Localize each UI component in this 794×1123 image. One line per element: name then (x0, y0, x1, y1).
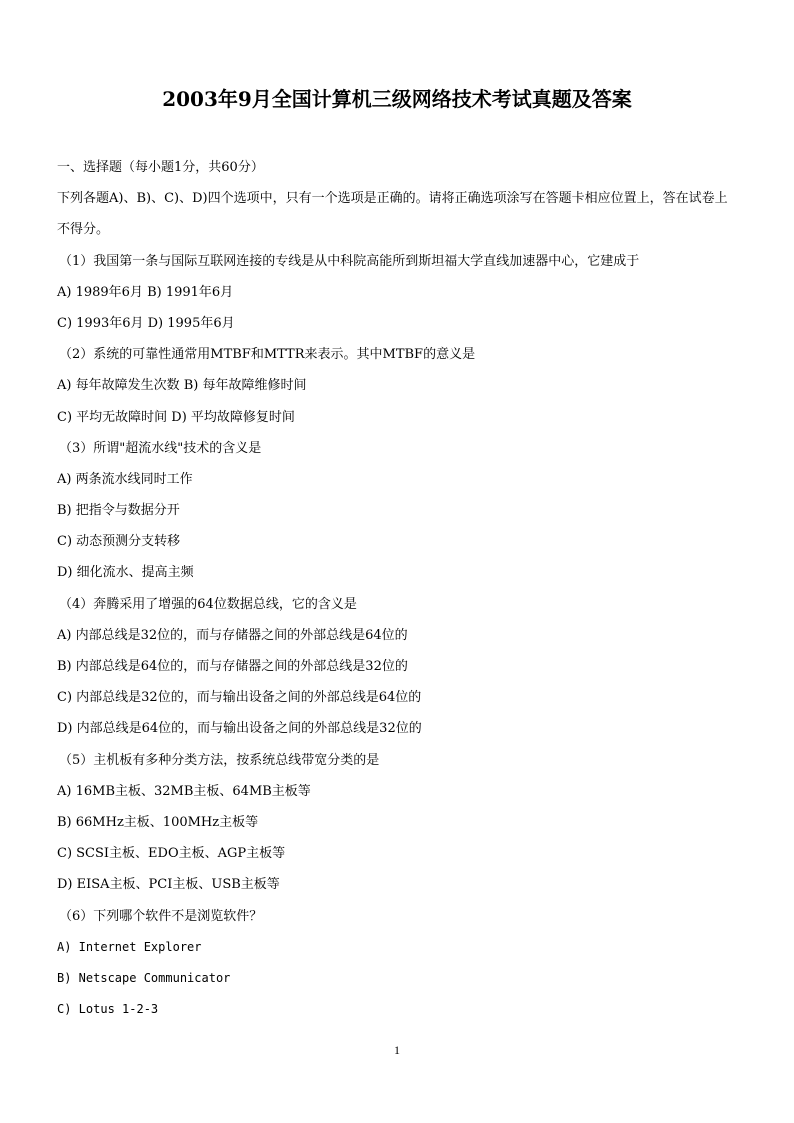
question-5-option-a: A) 16MB主板、32MB主板、64MB主板等 (57, 783, 311, 799)
question-6-option-b: B) Netscape Communicator (57, 970, 231, 985)
question-6-option-c: C) Lotus 1-2-3 (57, 1002, 159, 1017)
question-5: （5）主机板有多种分类方法，按系统总线带宽分类的是 (59, 752, 380, 768)
question-3-option-b: B) 把指令与数据分开 (57, 503, 180, 519)
question-6-option-a: A) Internet Explorer (57, 939, 202, 954)
question-2-options-cd: C) 平均无故障时间 D) 平均故障修复时间 (57, 409, 295, 425)
question-3-option-d: D) 细化流水、提高主频 (57, 565, 194, 581)
question-1-options-ab: A) 1989年6月 B) 1991年6月 (57, 284, 234, 300)
question-2-options-ab: A) 每年故障发生次数 B) 每年故障维修时间 (57, 378, 307, 394)
page-title: 2003年9月全国计算机三级网络技术考试真题及答案 (162, 87, 632, 111)
question-3-option-a: A) 两条流水线同时工作 (57, 471, 193, 487)
question-6: （6）下列哪个软件不是浏览软件？ (59, 908, 263, 924)
question-3: （3）所谓"超流水线"技术的含义是 (59, 440, 262, 456)
question-2: （2）系统的可靠性通常用MTBF和MTTR来表示。其中MTBF的意义是 (59, 347, 476, 363)
question-4: （4）奔腾采用了增强的64位数据总线，它的含义是 (59, 596, 357, 612)
instructions-paragraph: 下列各题A)、B)、C)、D)四个选项中，只有一个选项是正确的。请将正确选项涂写在答题卡相应位置上，答在试卷上不得分。 (57, 191, 728, 238)
question-1: （1）我国第一条与国际互联网连接的专线是从中科院高能所到斯坦福大学直线加速器中心，它建成于 (59, 253, 640, 269)
question-5-option-b: B) 66MHz主板、100MHz主板等 (57, 814, 259, 830)
question-1-options-cd: C) 1993年6月 D) 1995年6月 (57, 315, 235, 331)
document-body (57, 152, 737, 1025)
page-number: 1 (394, 1043, 400, 1057)
question-5-option-c: C) SCSI主板、EDO主板、AGP主板等 (57, 846, 286, 862)
section-heading: 一、选择题（每小题1分，共60分） (57, 160, 264, 175)
question-4-option-c: C) 内部总线是32位的，而与输出设备之间的外部总线是64位的 (57, 690, 422, 706)
question-4-option-d: D) 内部总线是64位的，而与输出设备之间的外部总线是32位的 (57, 721, 422, 737)
question-4-option-a: A) 内部总线是32位的，而与存储器之间的外部总线是64位的 (57, 627, 408, 643)
question-5-option-d: D) EISA主板、PCI主板、USB主板等 (57, 877, 280, 893)
question-4-option-b: B) 内部总线是64位的，而与存储器之间的外部总线是32位的 (57, 659, 408, 675)
question-3-option-c: C) 动态预测分支转移 (57, 534, 181, 550)
